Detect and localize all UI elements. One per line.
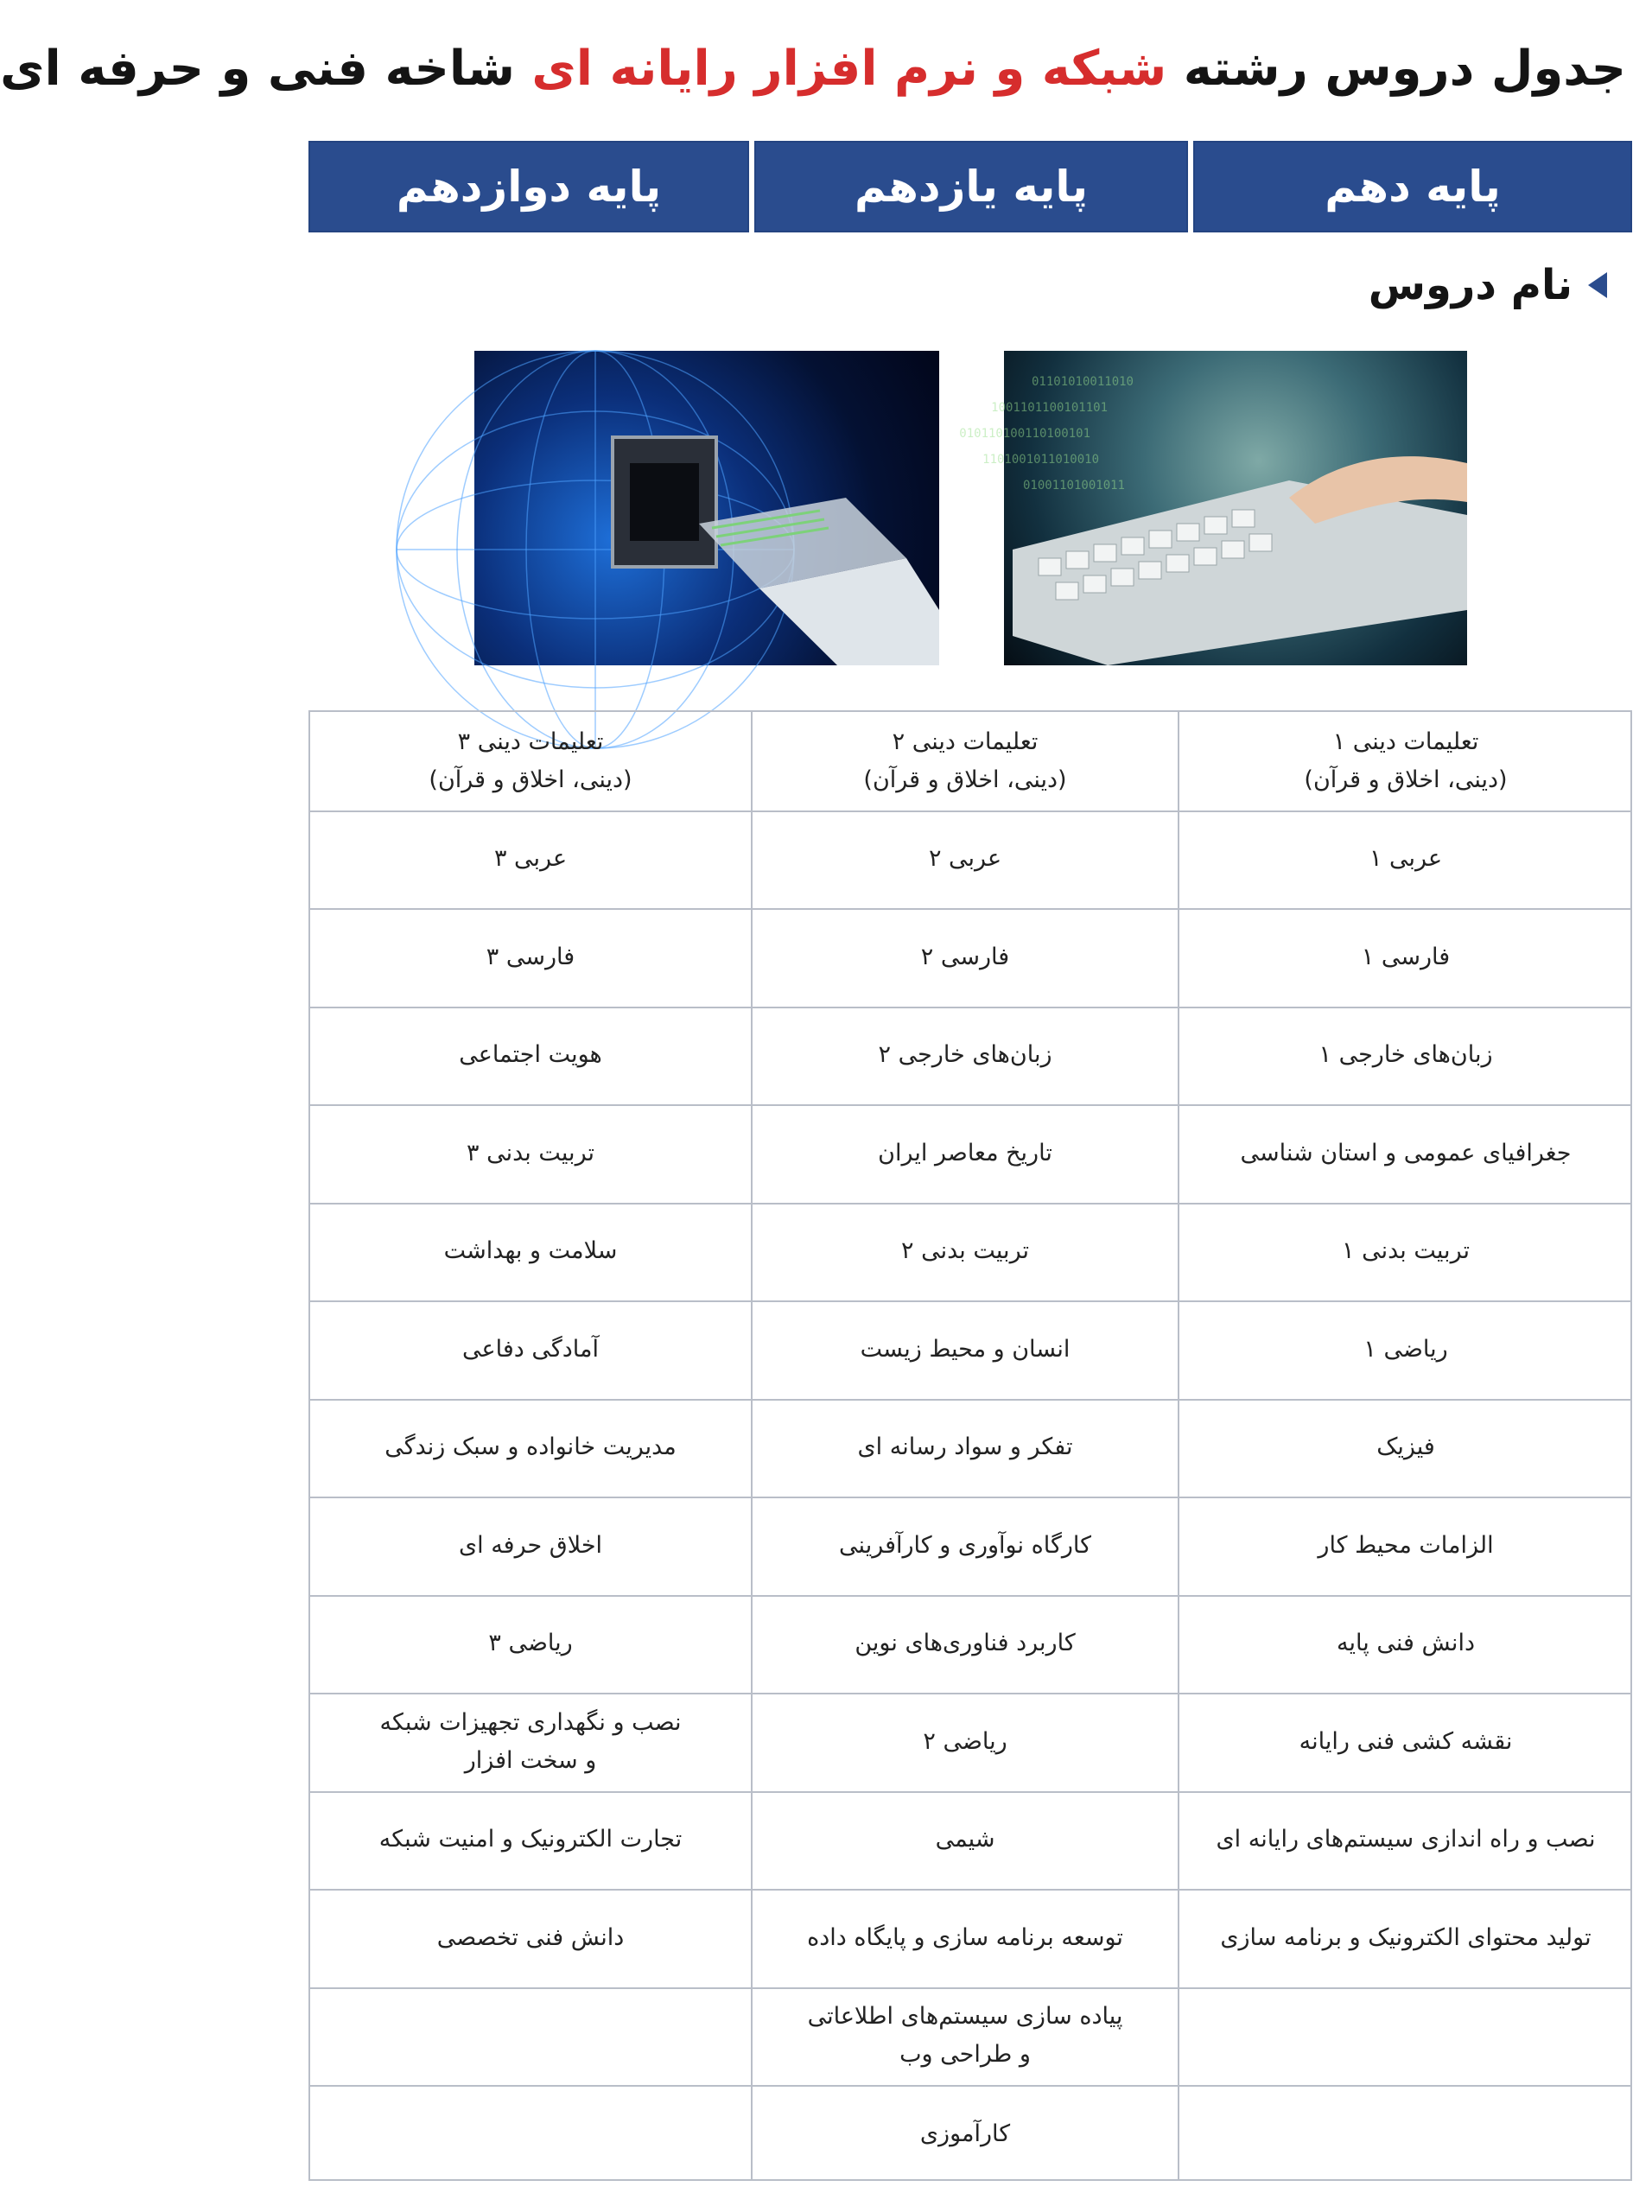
- grade-11-column: [751, 712, 1179, 2179]
- course-name: کارگاه نوآوری و کارآفرینی: [839, 1531, 1091, 1559]
- course-cell: [1179, 810, 1632, 909]
- course-cell: [1179, 1497, 1632, 1595]
- course-cell: [310, 1987, 751, 2086]
- course-name: فارسی ۲: [920, 943, 1010, 970]
- course-cell: [310, 1889, 751, 1987]
- keyboard-binary-image: [959, 351, 1467, 665]
- course-cell: [310, 1595, 751, 1694]
- course-cell: [310, 908, 751, 1007]
- course-name: نقشه کشی فنی رایانه: [1299, 1727, 1513, 1755]
- course-cell: [1179, 1987, 1632, 2086]
- course-cell: [1179, 1791, 1632, 1890]
- section-heading-label: نام دروس: [1368, 261, 1573, 309]
- course-name: انسان و محیط زیست: [860, 1335, 1071, 1363]
- course-cell: [1179, 1300, 1632, 1399]
- course-name: دانش فنی تخصصی: [436, 1923, 625, 1951]
- course-cell: [310, 1104, 751, 1203]
- course-cell: [1179, 1399, 1632, 1497]
- title-field-name: شبکه و نرم افزار رایانه ای: [531, 41, 1167, 97]
- course-cell: [310, 810, 751, 909]
- course-cell: [753, 1104, 1178, 1203]
- course-cell: [753, 1007, 1178, 1105]
- course-name: عربی ۲: [928, 845, 1002, 873]
- course-cell: [753, 1693, 1178, 1791]
- course-name: و طراحی وب: [899, 2041, 1031, 2069]
- course-name: پیاده سازی سیستم‌های اطلاعاتی: [807, 2003, 1123, 2031]
- course-cell: [753, 1300, 1178, 1399]
- grade-12-column: [310, 712, 751, 2179]
- course-name: تجارت الکترونیک و امنیت شبکه: [378, 1826, 683, 1853]
- course-name: تولید محتوای الکترونیک و برنامه سازی: [1220, 1923, 1592, 1951]
- course-name: آمادگی دفاعی: [462, 1335, 599, 1363]
- course-cell: [753, 810, 1178, 909]
- course-cell: [753, 1791, 1178, 1890]
- grade-10-header: پایه دهم: [1193, 141, 1632, 232]
- section-heading: [1369, 255, 1607, 315]
- title-part-1: جدول دروس رشته: [1183, 41, 1626, 97]
- course-name: تربیت بدنی ۲: [901, 1237, 1029, 1265]
- course-cell: [310, 1693, 751, 1791]
- course-cell: [753, 1595, 1178, 1694]
- course-name: تاریخ معاصر ایران: [878, 1139, 1052, 1166]
- course-name: تفکر و سواد رسانه ای: [857, 1433, 1073, 1461]
- course-name: نصب و راه اندازی سیستم‌های رایانه ای: [1216, 1826, 1596, 1853]
- course-name: فیزیک: [1376, 1433, 1435, 1461]
- course-name: مدیریت خانواده و سبک زندگی: [384, 1433, 677, 1461]
- course-cell: [1179, 712, 1632, 810]
- svg-text:1101001011010010: 1101001011010010: [982, 453, 1099, 467]
- course-name: توسعه برنامه سازی و پایگاه داده: [807, 1923, 1123, 1951]
- course-cell: [1179, 1889, 1632, 1987]
- svg-text:010110100110100101: 010110100110100101: [959, 427, 1090, 441]
- grade-10-column: [1179, 712, 1632, 2179]
- course-cell: [1179, 1203, 1632, 1301]
- grade-header-bar: [308, 141, 1632, 232]
- course-cell: [1179, 1693, 1632, 1791]
- course-cell: [753, 1889, 1178, 1987]
- course-name: زبان‌های خارجی ۱: [1318, 1041, 1493, 1069]
- course-cell: [1179, 1595, 1632, 1694]
- course-cell: [310, 1300, 751, 1399]
- course-cell: [753, 2085, 1178, 2183]
- course-name: تربیت بدنی ۱: [1342, 1237, 1470, 1265]
- course-name: (دینی، اخلاق و قرآن): [863, 766, 1067, 793]
- course-cell: [310, 712, 751, 810]
- course-cell: [310, 2085, 751, 2183]
- course-cell: [1179, 908, 1632, 1007]
- course-cell: [753, 1987, 1178, 2086]
- course-name: فارسی ۱: [1361, 943, 1451, 970]
- course-table: [308, 710, 1632, 2181]
- triangle-bullet-icon: [1588, 272, 1607, 298]
- svg-text:01101010011010: 01101010011010: [1031, 375, 1134, 389]
- title-part-2: شاخه فنی و حرفه ای: [0, 41, 515, 97]
- page-title: [0, 26, 1626, 112]
- network-globe-image: [474, 351, 939, 665]
- course-cell: [310, 1007, 751, 1105]
- course-name: کاربرد فناوری‌های نوین: [855, 1630, 1076, 1657]
- svg-text:01001101001011: 01001101001011: [1022, 479, 1125, 493]
- course-name: تربیت بدنی ۳: [467, 1139, 594, 1166]
- course-cell: [753, 1399, 1178, 1497]
- course-cell: [1179, 1007, 1632, 1105]
- course-cell: [753, 1203, 1178, 1301]
- course-name: تعلیمات دینی ۱: [1332, 728, 1479, 755]
- course-name: دانش فنی پایه: [1337, 1630, 1475, 1657]
- course-name: تعلیمات دینی ۲: [892, 728, 1039, 755]
- course-cell: [310, 1497, 751, 1595]
- course-name: عربی ۱: [1369, 845, 1443, 873]
- course-name: زبان‌های خارجی ۲: [878, 1041, 1052, 1069]
- course-name: ریاضی ۱: [1363, 1335, 1448, 1363]
- course-cell: [310, 1203, 751, 1301]
- course-name: تعلیمات دینی ۳: [457, 728, 604, 755]
- course-name: ریاضی ۲: [923, 1727, 1007, 1755]
- course-cell: [1179, 2085, 1632, 2183]
- course-name: کارآموزی: [919, 2120, 1011, 2147]
- course-cell: [753, 712, 1178, 810]
- course-name: و سخت افزار: [464, 1746, 597, 1774]
- course-name: شیمی: [935, 1826, 995, 1853]
- course-cell: [310, 1399, 751, 1497]
- course-name: جغرافیای عمومی و استان شناسی: [1240, 1139, 1572, 1166]
- course-name: هویت اجتماعی: [459, 1041, 602, 1069]
- grade-12-header: پایه دوازدهم: [308, 141, 749, 232]
- course-name: الزامات محیط کار: [1318, 1531, 1494, 1559]
- course-cell: [1179, 1104, 1632, 1203]
- course-cell: [753, 1497, 1178, 1595]
- course-cell: [753, 908, 1178, 1007]
- course-name: (دینی، اخلاق و قرآن): [429, 766, 632, 793]
- course-name: ریاضی ۳: [488, 1630, 573, 1657]
- grade-11-header: پایه یازدهم: [754, 141, 1188, 232]
- course-name: نصب و نگهداری تجهیزات شبکه: [379, 1708, 682, 1736]
- course-name: اخلاق حرفه ای: [458, 1531, 603, 1559]
- course-cell: [310, 1791, 751, 1890]
- svg-text:1001101100101101: 1001101100101101: [991, 401, 1108, 415]
- course-name: فارسی ۳: [486, 943, 575, 970]
- course-name: عربی ۳: [493, 845, 568, 873]
- course-name: سلامت و بهداشت: [443, 1237, 618, 1265]
- course-name: (دینی، اخلاق و قرآن): [1304, 766, 1508, 793]
